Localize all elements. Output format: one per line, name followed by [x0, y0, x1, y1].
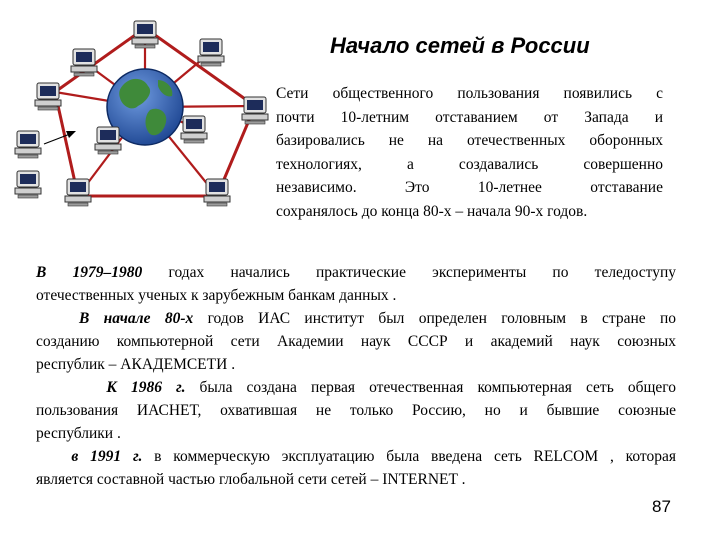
- year-early-80s: В начале 80-х: [78, 310, 194, 327]
- intro-line: сохранялось до конца 80-х – начала 90-х годов.: [276, 202, 588, 220]
- intro-line: технологиях, а создавались совершенно: [276, 155, 663, 173]
- network-globe-icon: [8, 12, 270, 212]
- year-1979-1980: В 1979–1980: [36, 264, 143, 281]
- text-fragment: годах начались практические эксперименты по теледоступу: [142, 264, 677, 281]
- text-fragment: годов ИАС институт был определен головным в стране по: [193, 310, 677, 327]
- slide-title: Начало сетей в России: [330, 33, 590, 58]
- intro-paragraph: [276, 82, 663, 223]
- text-fragment: была создана первая отечественная компьютерная сеть общего: [185, 379, 677, 396]
- paragraph-2-line: созданию компьютерной сети Академии наук СССР и академий наук союзных: [36, 333, 676, 350]
- paragraph-4-line: [36, 445, 676, 468]
- paragraph-3-line: [36, 376, 676, 399]
- paragraph-2-line: республик – АКАДЕМСЕТИ .: [36, 356, 236, 373]
- paragraph-1-line: отечественных ученых к зарубежным банкам данных .: [36, 287, 397, 304]
- year-1991: в 1991 г.: [71, 448, 143, 465]
- text-fragment: в коммерческую эксплуатацию была введена сеть RELCOM , которая: [142, 448, 677, 465]
- history-text: [36, 261, 676, 491]
- paragraph-4-line: является составной частью глобальной сети сетей – INTERNET .: [36, 471, 466, 488]
- paragraph-3-line: республики .: [36, 425, 121, 442]
- paragraph-1-line: [36, 261, 676, 284]
- intro-line: Сети общественного пользования появились с: [276, 85, 663, 102]
- page-number: 87: [652, 497, 671, 516]
- intro-line: почти 10-летним отставанием от Запада и: [276, 108, 663, 126]
- intro-line: независимо. Это 10-летнее отставание: [276, 179, 663, 196]
- intro-line: базировались не на отечественных оборонных: [276, 132, 663, 149]
- year-1986: К 1986 г.: [106, 379, 186, 396]
- paragraph-3-line: пользования ИАСНЕТ, охватившая не только Россию, но и бывшие союзные: [36, 402, 676, 419]
- paragraph-2-line: [36, 307, 676, 330]
